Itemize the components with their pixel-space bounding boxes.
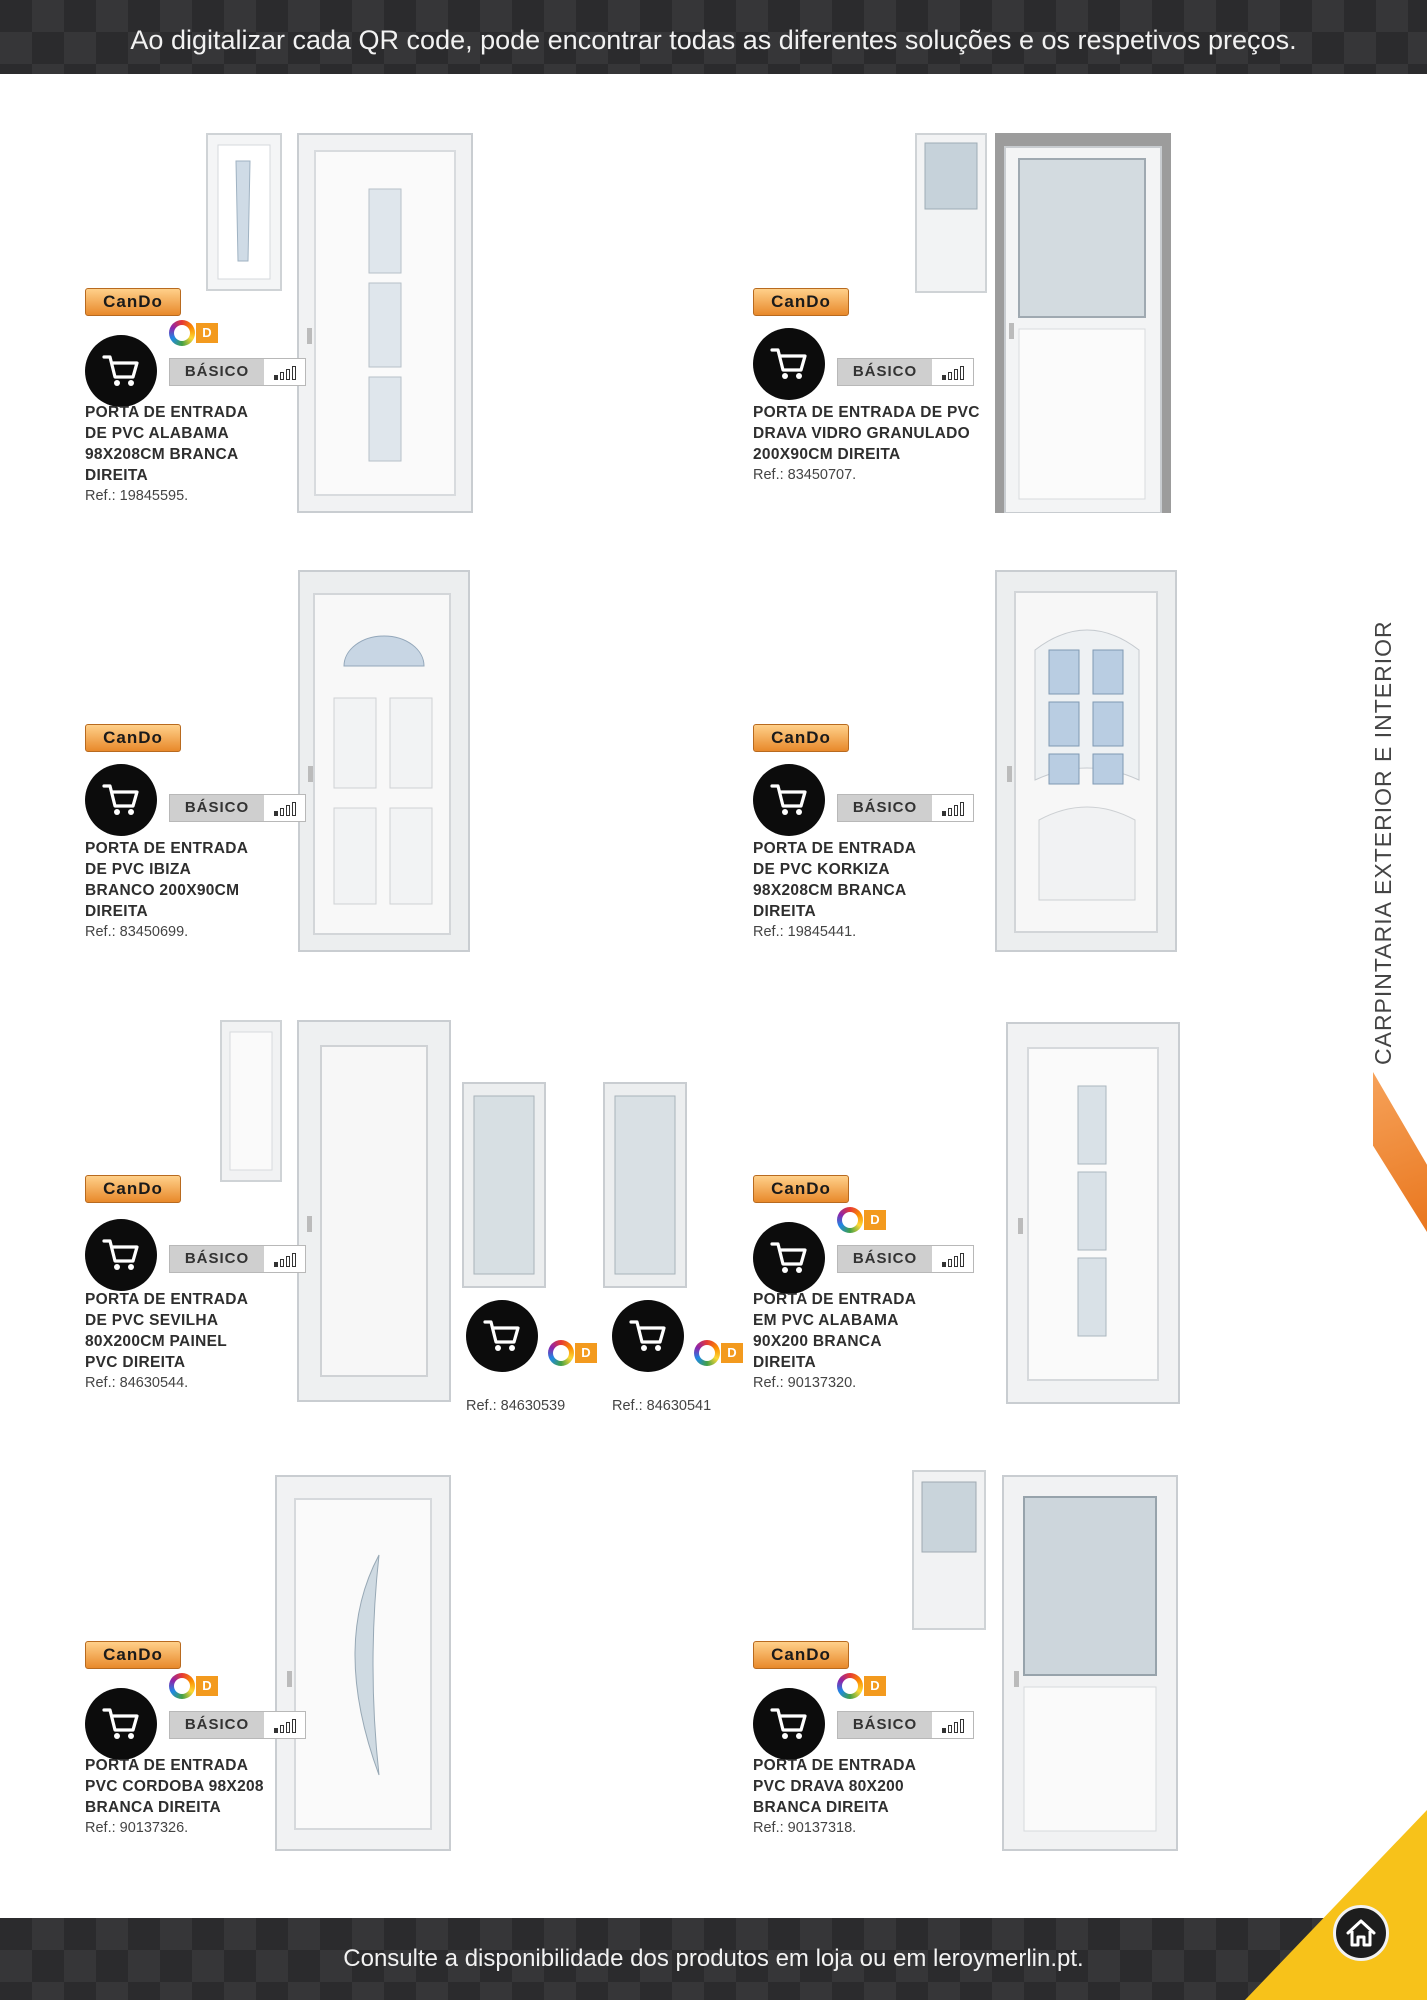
window-sample-image <box>206 133 282 291</box>
level-label: BÁSICO <box>170 359 264 385</box>
energy-class: D <box>196 323 218 343</box>
product-ref: Ref.: 84630544. <box>85 1375 189 1391</box>
product-card <box>753 724 1053 984</box>
difficulty-level <box>169 358 306 386</box>
energy-class: D <box>721 1343 743 1363</box>
cart-icon <box>101 1706 141 1742</box>
product-title: PORTA DE ENTRADA DE PVC IBIZA BRANCO 200X90CM DIREITA Ref.: 83450699. <box>85 838 275 943</box>
energy-ring-icon <box>837 1673 863 1699</box>
cart-button[interactable] <box>85 764 157 836</box>
cando-logo: CanDo <box>753 1175 849 1203</box>
product-title: PORTA DE ENTRADA PVC CORDOBA 98X208 BRANCA DIREITA Ref.: 90137326. <box>85 1755 275 1839</box>
cart-icon <box>769 1240 809 1276</box>
cart-button[interactable] <box>85 1219 157 1291</box>
product-card <box>753 288 1053 548</box>
cando-logo: CanDo <box>85 288 181 316</box>
signal-bars-icon <box>932 1246 973 1272</box>
cart-button[interactable] <box>753 328 825 400</box>
product-ref: Ref.: 90137326. <box>85 1820 189 1836</box>
header-text: Ao digitalizar cada QR code, pode encontrar todas as diferentes soluções e os respetivos preços. <box>130 25 1297 55</box>
level-label: BÁSICO <box>838 1246 932 1272</box>
product-ref: Ref.: 83450699. <box>85 924 189 940</box>
product-ref: Ref.: 19845441. <box>753 924 857 940</box>
energy-ring-icon <box>169 1673 195 1699</box>
panel-sample-image <box>462 1082 546 1288</box>
product-ref: Ref.: 83450707. <box>753 467 857 483</box>
signal-bars-icon <box>264 795 305 821</box>
energy-badge <box>169 320 223 346</box>
product-card <box>85 1641 385 1901</box>
accessory-ref: Ref.: 84630541 <box>612 1398 712 1414</box>
level-label: BÁSICO <box>170 1712 264 1738</box>
energy-badge <box>694 1340 748 1366</box>
cart-icon <box>101 1237 141 1273</box>
energy-ring-icon <box>837 1207 863 1233</box>
level-label: BÁSICO <box>170 795 264 821</box>
product-card <box>85 724 385 984</box>
cart-icon <box>628 1318 668 1354</box>
cando-logo: CanDo <box>85 1175 181 1203</box>
footer-banner <box>0 1918 1427 2000</box>
level-label: BÁSICO <box>838 359 932 385</box>
signal-bars-icon <box>932 359 973 385</box>
panel-sample-image <box>603 1082 687 1288</box>
cando-logo: CanDo <box>753 724 849 752</box>
level-label: BÁSICO <box>170 1246 264 1272</box>
product-ref: Ref.: 90137318. <box>753 1820 857 1836</box>
product-title: PORTA DE ENTRADA DE PVC SEVILHA 80X200CM PAINEL PVC DIREITA Ref.: 84630544. <box>85 1289 275 1394</box>
cando-logo: CanDo <box>753 288 849 316</box>
product-ref: Ref.: 90137320. <box>753 1375 857 1391</box>
home-button[interactable] <box>1333 1905 1389 1961</box>
difficulty-level <box>169 794 306 822</box>
product-title: PORTA DE ENTRADA DE PVC ALABAMA 98X208CM BRANCA DIREITA Ref.: 19845595. <box>85 402 275 507</box>
signal-bars-icon <box>932 1712 973 1738</box>
energy-badge <box>169 1673 223 1699</box>
section-side-label: CARPINTARIA EXTERIOR E INTERIOR <box>1370 620 1396 1065</box>
product-ref: Ref.: 19845595. <box>85 488 189 504</box>
energy-ring-icon <box>548 1340 574 1366</box>
product-title: PORTA DE ENTRADA DE PVC DRAVA VIDRO GRANULADO 200X90CM DIREITA Ref.: 83450707. <box>753 402 993 486</box>
cando-logo: CanDo <box>85 724 181 752</box>
difficulty-level <box>837 358 974 386</box>
signal-bars-icon <box>264 1246 305 1272</box>
signal-bars-icon <box>932 795 973 821</box>
cart-icon <box>101 353 141 389</box>
window-sample-image <box>912 1470 986 1630</box>
cart-icon <box>769 346 809 382</box>
cart-button[interactable] <box>466 1300 538 1372</box>
difficulty-level <box>837 794 974 822</box>
level-label: BÁSICO <box>838 795 932 821</box>
home-icon <box>1345 1918 1377 1948</box>
header-banner <box>0 0 1427 74</box>
side-accent-tab <box>1373 1072 1427 1232</box>
cart-button[interactable] <box>85 335 157 407</box>
product-title: PORTA DE ENTRADA EM PVC ALABAMA 90X200 BRANCA DIREITA Ref.: 90137320. <box>753 1289 943 1394</box>
cart-button[interactable] <box>612 1300 684 1372</box>
cando-logo: CanDo <box>85 1641 181 1669</box>
product-card <box>753 1175 1053 1435</box>
difficulty-level <box>837 1245 974 1273</box>
energy-class: D <box>864 1676 886 1696</box>
cart-icon <box>101 782 141 818</box>
corner-accent <box>1245 1810 1427 2000</box>
level-label: BÁSICO <box>838 1712 932 1738</box>
product-card <box>85 1175 385 1435</box>
energy-badge <box>548 1340 602 1366</box>
product-title: PORTA DE ENTRADA PVC DRAVA 80X200 BRANCA DIREITA Ref.: 90137318. <box>753 1755 943 1839</box>
energy-class: D <box>196 1676 218 1696</box>
window-sample-image <box>915 133 987 293</box>
signal-bars-icon <box>264 1712 305 1738</box>
energy-class: D <box>864 1210 886 1230</box>
cart-button[interactable] <box>753 1688 825 1760</box>
cart-button[interactable] <box>753 764 825 836</box>
difficulty-level <box>169 1245 306 1273</box>
signal-bars-icon <box>264 359 305 385</box>
footer-text: Consulte a disponibilidade dos produtos em loja ou em leroymerlin.pt. <box>343 1945 1084 1972</box>
difficulty-level <box>837 1711 974 1739</box>
cart-icon <box>482 1318 522 1354</box>
cando-logo: CanDo <box>753 1641 849 1669</box>
accessory-ref: Ref.: 84630539 <box>466 1398 566 1414</box>
cart-button[interactable] <box>85 1688 157 1760</box>
product-card <box>85 288 385 548</box>
energy-ring-icon <box>694 1340 720 1366</box>
energy-class: D <box>575 1343 597 1363</box>
energy-ring-icon <box>169 320 195 346</box>
cart-button[interactable] <box>753 1222 825 1294</box>
energy-badge <box>837 1673 891 1699</box>
cart-icon <box>769 1706 809 1742</box>
difficulty-level <box>169 1711 306 1739</box>
product-title: PORTA DE ENTRADA DE PVC KORKIZA 98X208CM BRANCA DIREITA Ref.: 19845441. <box>753 838 943 943</box>
window-sample-image <box>220 1020 282 1182</box>
cart-icon <box>769 782 809 818</box>
energy-badge <box>837 1207 891 1233</box>
product-card <box>753 1641 1053 1901</box>
